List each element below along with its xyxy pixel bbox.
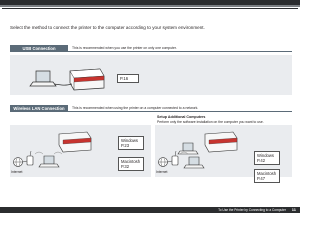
laptop-icon — [30, 71, 56, 86]
os-name: Macintosh — [257, 171, 277, 176]
wlan-macintosh-ref[interactable] — [118, 157, 144, 171]
top-bar-accent — [0, 5, 300, 7]
page-ref: P.23 — [121, 143, 130, 148]
laptop-icon — [39, 156, 59, 167]
internet-label-left: Internet — [11, 170, 23, 174]
os-name: Macintosh — [121, 159, 141, 164]
additional-description: Perform only the software installation on the computer you want to use. — [157, 120, 264, 124]
laptop-icon — [184, 157, 204, 168]
os-name: Windows — [121, 138, 138, 143]
router-icon — [27, 151, 33, 165]
wireless-lan-header: Wireless LAN Connection — [10, 105, 68, 112]
usb-cable — [54, 84, 72, 85]
laptop-icon — [178, 143, 198, 154]
wlan-description: This is recommended when using the printer on a computer connected to a network. — [72, 106, 199, 110]
intro-text: Select the method to connect the printer to the computer according to your system environment. — [10, 25, 205, 30]
wlan-windows-ref[interactable] — [118, 136, 144, 150]
usb-connection-header: USB Connection — [10, 45, 68, 52]
additional-windows-ref[interactable] — [254, 151, 280, 165]
internet-label-right: Internet — [156, 170, 168, 174]
additional-title: Setup Additional Computers — [157, 115, 206, 119]
usb-page-ref[interactable]: P.16 — [117, 74, 139, 83]
globe-icon — [159, 158, 168, 167]
wireless-waves — [35, 152, 43, 154]
page-ref: P.42 — [257, 158, 266, 163]
top-rule — [2, 8, 298, 9]
router-icon — [172, 151, 178, 165]
os-name: Windows — [257, 153, 274, 158]
usb-description: This is recommended when you use the printer on only one computer. — [72, 46, 177, 50]
printer-icon — [205, 132, 237, 152]
page-ref: P.32 — [121, 164, 130, 169]
usb-header-rule — [68, 51, 292, 52]
printer-icon — [59, 132, 91, 152]
footer-text: To Use the Printer by Connecting to a Computer — [218, 207, 286, 212]
page-number: 11 — [291, 207, 296, 212]
additional-macintosh-ref[interactable] — [254, 169, 280, 183]
usb-setup-illustration — [10, 55, 120, 95]
page-ref: P.47 — [257, 176, 266, 181]
globe-icon — [14, 158, 23, 167]
printer-icon — [70, 69, 104, 90]
wlan-header-rule — [68, 111, 292, 112]
